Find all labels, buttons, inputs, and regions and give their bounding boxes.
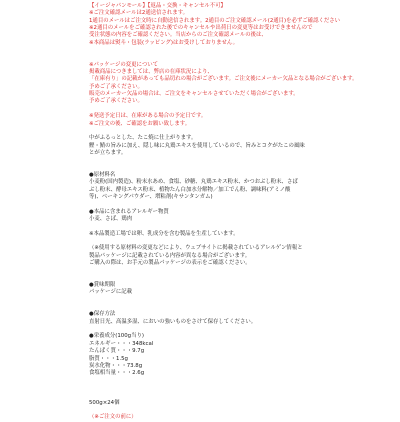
notice-line: ※本商品は熨斗・包装(ラッピング)はお受けしておりません。: [89, 39, 238, 46]
allergens-heading: ●本品に含まれるアレルギー物質: [89, 208, 169, 215]
nutrition-row: たんぱく質・・・9.7g: [89, 348, 145, 355]
footer-note: （※ご注文の前に）: [89, 414, 137, 421]
best-before-value: パッケージに記載: [89, 289, 133, 296]
notice-line: 1通目のメールはご注文時に自動送信されます。2通目のご注文確認メール(2通目)を必ずご確認ください: [89, 17, 341, 24]
storage-section: [89, 311, 400, 326]
notice-line: 受注状態の内容をご確認ください。当店からのご注文確認メールの後は、: [89, 32, 267, 39]
notice-line: ※2通目のメールをご確認された後でのキャンセルや出荷日の変更等はお受けできませんので: [89, 25, 313, 32]
shipping-notice-line: ※発送予定日は、在庫がある場合の予定日です。: [89, 113, 207, 120]
notice-line: ※ご注文確認メールは2通送信されます。: [89, 10, 189, 17]
factory-note: ※本品製造工場では卵、乳成分を含む製品を生産しています。: [89, 230, 239, 237]
product-description-text: [89, 135, 400, 157]
order-notice: [89, 3, 400, 47]
nutrition-row: エネルギー・・・348kcal: [89, 340, 154, 347]
packaging-note: [89, 245, 400, 267]
package-notice-line: 「在庫有り」の記載があっても品切れの場合がございます。ご注文後にメーカー欠品となる場合がございます。: [89, 76, 358, 83]
allergens-value: 小麦、さば、鶏肉: [89, 215, 133, 222]
ingredients-line: 小麦粉(国内製造)、粉末水あめ、食塩、砂糖、丸鶏エキス粉末、かつおぶし粉末、さば: [89, 179, 298, 186]
ingredients-section: [89, 172, 400, 201]
package-notice-line: 予めご了承ください。: [89, 98, 143, 105]
nutrition-row: 脂質・・・1.5g: [89, 355, 128, 362]
nutrition-row: 炭水化物・・・73.8g: [89, 362, 143, 369]
nutrition-heading: ●栄養成分(100g当り): [89, 333, 144, 340]
packaging-note-line: ご購入の際は、お手元の製品パッケージの表示をご確認ください。: [89, 260, 251, 267]
package-notice: [89, 62, 400, 106]
description-line: 中がふるっとした、たこ焼に仕上がります。: [89, 135, 197, 142]
storage-value: 直射日光、高温多湿、においの強いものをさけて保存してください。: [89, 318, 257, 325]
shipping-notice: [89, 113, 400, 128]
package-notice-line: ※パッケージの変更について: [89, 61, 158, 68]
package-size: 500g×24個: [89, 399, 120, 406]
packaging-note-line: 製品パッケージに記載されている内容が異なる場合がございます。: [89, 252, 251, 259]
package-notice-line: 掲載商品につきましては、弊店の在庫状況により、: [89, 69, 213, 76]
best-before-section: [89, 282, 400, 297]
ingredients-line: 等)、ベーキングパウダー、増粘剤(キサンタンガム): [89, 193, 213, 200]
nutrition-section: [89, 333, 400, 377]
package-notice-line: 販売のメーカー欠品の場合は、ご注文をキャンセルさせていただく場合がございます。: [89, 91, 299, 98]
packaging-note-line: （※使用する原材料の変更などにより、ウェブサイトに掲載されているアレルゲン情報と: [89, 245, 303, 252]
nutrition-row: 食塩相当量・・・2.6g: [89, 370, 145, 377]
description-line: 鰹・鯖の旨みに加え、隠し味に丸鶏エキスを使用しているので、旨みとコクがたこの風味: [89, 142, 305, 149]
storage-heading: ●保存方法: [89, 311, 116, 318]
description-line: とが立ちます。: [89, 149, 127, 156]
allergens-section: [89, 209, 400, 224]
ingredients-line: ぶし粉末、酵母エキス粉末、植物たん白加水分解物／加工でん粉、調味料(アミノ酸: [89, 186, 291, 193]
best-before-heading: ●賞味期限: [89, 282, 116, 289]
package-notice-line: 予めご了承ください。: [89, 83, 143, 90]
shipping-notice-line: ※ご注文の後、ご確認をお願い致します。: [89, 120, 191, 127]
notice-line: 【イージャパンモール】【返品・交換・キャンセル不可】: [89, 3, 226, 9]
ingredients-heading: ●原材料名: [89, 171, 116, 178]
